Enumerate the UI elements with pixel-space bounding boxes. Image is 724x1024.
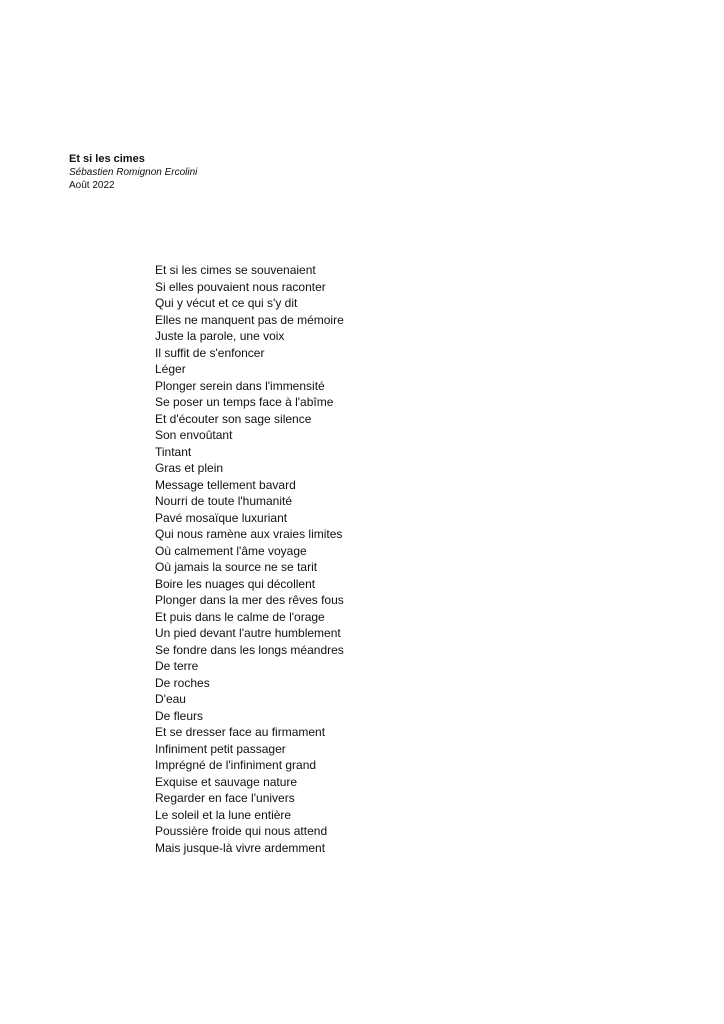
poem-line: Il suffit de s'enfoncer — [155, 345, 265, 360]
poem-line: Mais jusque-là vivre ardemment — [155, 840, 326, 855]
poem-author: Sébastien Romignon Ercolini — [69, 167, 198, 178]
poem-line: Son envoûtant — [155, 428, 233, 442]
poem-line: Imprégné de l'infiniment grand — [155, 758, 317, 772]
poem-line: De terre — [155, 659, 199, 673]
document-header — [69, 152, 197, 193]
poem-line: Et si les cimes se souvenaient — [155, 263, 316, 277]
poem-line: Et d'écouter son sage silence — [155, 411, 312, 426]
poem-line: Elles ne manquent pas de mémoire — [155, 312, 344, 327]
poem-line: Un pied devant l'autre humblement — [155, 626, 341, 640]
poem-line: Nourri de toute l'humanité — [155, 494, 293, 508]
poem-line: Message tellement bavard — [155, 477, 296, 492]
poem-line: Se poser un temps face à l'abîme — [155, 395, 334, 409]
poem-line: Le soleil et la lune entière — [155, 807, 292, 822]
poem-line: Et puis dans le calme de l'orage — [155, 609, 325, 624]
poem-line: Et se dresser face au firmament — [155, 725, 326, 739]
poem-line: Plonger dans la mer des rêves fous — [155, 593, 344, 607]
poem-line: Se fondre dans les longs méandres — [155, 642, 344, 657]
poem-line: Si elles pouvaient nous raconter — [155, 279, 326, 294]
poem-line: Qui y vécut et ce qui s'y dit — [155, 296, 298, 310]
poem-line: Tintant — [155, 444, 192, 459]
poem-line: Boire les nuages qui décollent — [155, 576, 316, 591]
poem-line: Poussière froide qui nous attend — [155, 824, 328, 838]
poem-line: Juste la parole, une voix — [155, 329, 285, 343]
poem-date: Août 2022 — [69, 180, 115, 191]
poem-line: Exquise et sauvage nature — [155, 774, 298, 789]
poem-line: Infiniment petit passager — [155, 741, 286, 756]
poem-line: Regarder en face l'univers — [155, 791, 295, 805]
poem-line: Qui nous ramène aux vraies limites — [155, 527, 343, 541]
poem-line: De fleurs — [155, 708, 204, 723]
poem-line: Léger — [155, 362, 186, 376]
poem-title: Et si les cimes — [69, 153, 145, 165]
poem-line: Où calmement l'âme voyage — [155, 543, 307, 558]
poem-line: Plonger serein dans l'immensité — [155, 378, 325, 393]
poem-line: Où jamais la source ne se tarit — [155, 560, 318, 574]
poem-line: D'eau — [155, 692, 186, 706]
poem-body — [155, 262, 344, 856]
poem-line: Gras et plein — [155, 461, 224, 475]
poem-line: Pavé mosaïque luxuriant — [155, 510, 288, 525]
poem-line: De roches — [155, 675, 210, 690]
